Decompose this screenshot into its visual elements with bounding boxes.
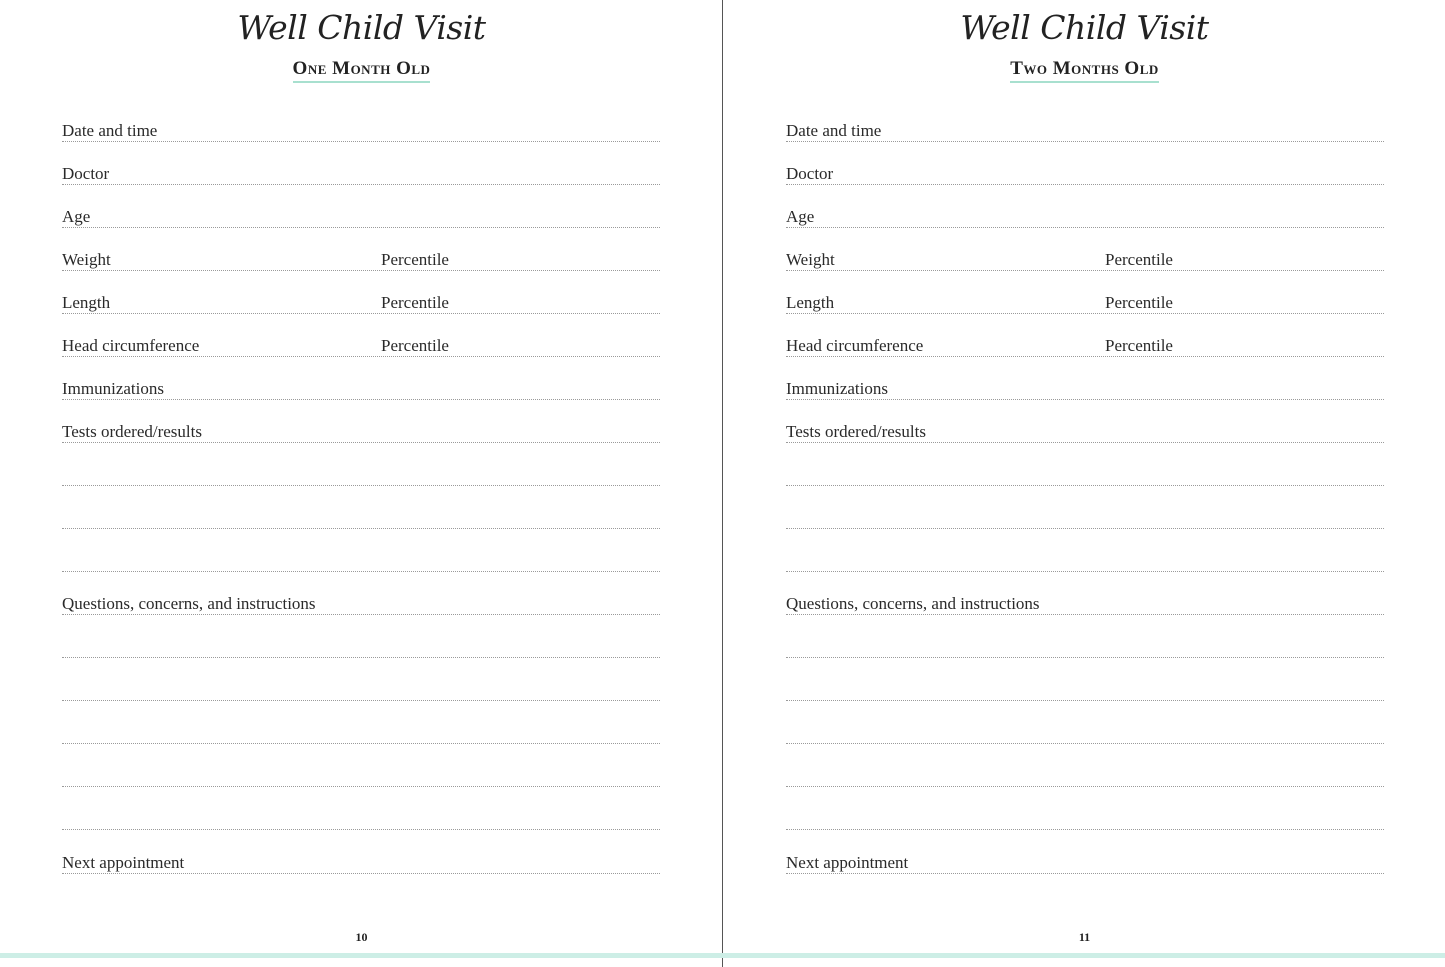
questions-line[interactable] <box>62 614 660 615</box>
next-appointment-label: Next appointment <box>62 853 185 872</box>
next-appointment-label: Next appointment <box>786 853 909 872</box>
date-time-line[interactable] <box>62 141 660 142</box>
questions-line-extra[interactable] <box>62 657 660 658</box>
weight-label: Weight <box>62 250 111 269</box>
length-percentile-label: Percentile <box>1105 293 1173 312</box>
questions-line-extra[interactable] <box>786 829 1384 830</box>
subtitle-text: Two Months Old <box>1010 58 1159 83</box>
head-percentile-label: Percentile <box>381 336 449 355</box>
questions-label: Questions, concerns, and instructions <box>786 594 1040 613</box>
next-appointment-line[interactable] <box>786 873 1384 874</box>
tests-label: Tests ordered/results <box>786 422 926 441</box>
tests-line-extra[interactable] <box>786 528 1384 529</box>
weight-label: Weight <box>786 250 835 269</box>
doctor-line[interactable] <box>786 184 1384 185</box>
tests-line-extra[interactable] <box>786 485 1384 486</box>
immunizations-label: Immunizations <box>62 379 164 398</box>
questions-line-extra[interactable] <box>786 700 1384 701</box>
length-label: Length <box>786 293 835 312</box>
age-line[interactable] <box>786 227 1384 228</box>
doctor-line[interactable] <box>62 184 660 185</box>
head-circumference-label: Head circumference <box>786 336 924 355</box>
weight-percentile-label: Percentile <box>381 250 449 269</box>
tests-line[interactable] <box>786 442 1384 443</box>
length-line[interactable] <box>786 313 1384 314</box>
head-percentile-label: Percentile <box>1105 336 1173 355</box>
weight-line[interactable] <box>786 270 1384 271</box>
date-time-label: Date and time <box>786 121 882 140</box>
doctor-label: Doctor <box>786 164 834 183</box>
date-time-label: Date and time <box>62 121 158 140</box>
immunizations-line[interactable] <box>62 399 660 400</box>
length-label: Length <box>62 293 111 312</box>
immunizations-line[interactable] <box>786 399 1384 400</box>
page-subtitle <box>724 58 1445 83</box>
questions-line-extra[interactable] <box>786 743 1384 744</box>
questions-line-extra[interactable] <box>62 700 660 701</box>
page-title: Well Child Visit <box>237 8 486 47</box>
tests-label: Tests ordered/results <box>62 422 202 441</box>
tests-line-extra[interactable] <box>62 571 660 572</box>
weight-line[interactable] <box>62 270 660 271</box>
tests-line-extra[interactable] <box>62 485 660 486</box>
tests-line-extra[interactable] <box>786 571 1384 572</box>
page-number: 11 <box>1078 930 1091 944</box>
questions-line-extra[interactable] <box>62 829 660 830</box>
page-title: Well Child Visit <box>960 8 1209 47</box>
head-circumference-line[interactable] <box>786 356 1384 357</box>
length-percentile-label: Percentile <box>381 293 449 312</box>
questions-label: Questions, concerns, and instructions <box>62 594 316 613</box>
head-circumference-line[interactable] <box>62 356 660 357</box>
questions-line-extra[interactable] <box>786 657 1384 658</box>
subtitle-text: One Month Old <box>293 58 431 83</box>
head-circumference-label: Head circumference <box>62 336 200 355</box>
page-number: 10 <box>355 930 368 944</box>
immunizations-label: Immunizations <box>786 379 888 398</box>
bottom-accent-band <box>0 953 1445 958</box>
questions-line-extra[interactable] <box>62 743 660 744</box>
doctor-label: Doctor <box>62 164 110 183</box>
questions-line-extra[interactable] <box>62 786 660 787</box>
book-spine <box>722 0 723 967</box>
questions-line-extra[interactable] <box>786 786 1384 787</box>
age-label: Age <box>786 207 815 226</box>
age-line[interactable] <box>62 227 660 228</box>
page-subtitle <box>0 58 723 83</box>
right-page <box>724 0 1445 967</box>
date-time-line[interactable] <box>786 141 1384 142</box>
tests-line[interactable] <box>62 442 660 443</box>
length-line[interactable] <box>62 313 660 314</box>
next-appointment-line[interactable] <box>62 873 660 874</box>
tests-line-extra[interactable] <box>62 528 660 529</box>
age-label: Age <box>62 207 91 226</box>
questions-line[interactable] <box>786 614 1384 615</box>
weight-percentile-label: Percentile <box>1105 250 1173 269</box>
